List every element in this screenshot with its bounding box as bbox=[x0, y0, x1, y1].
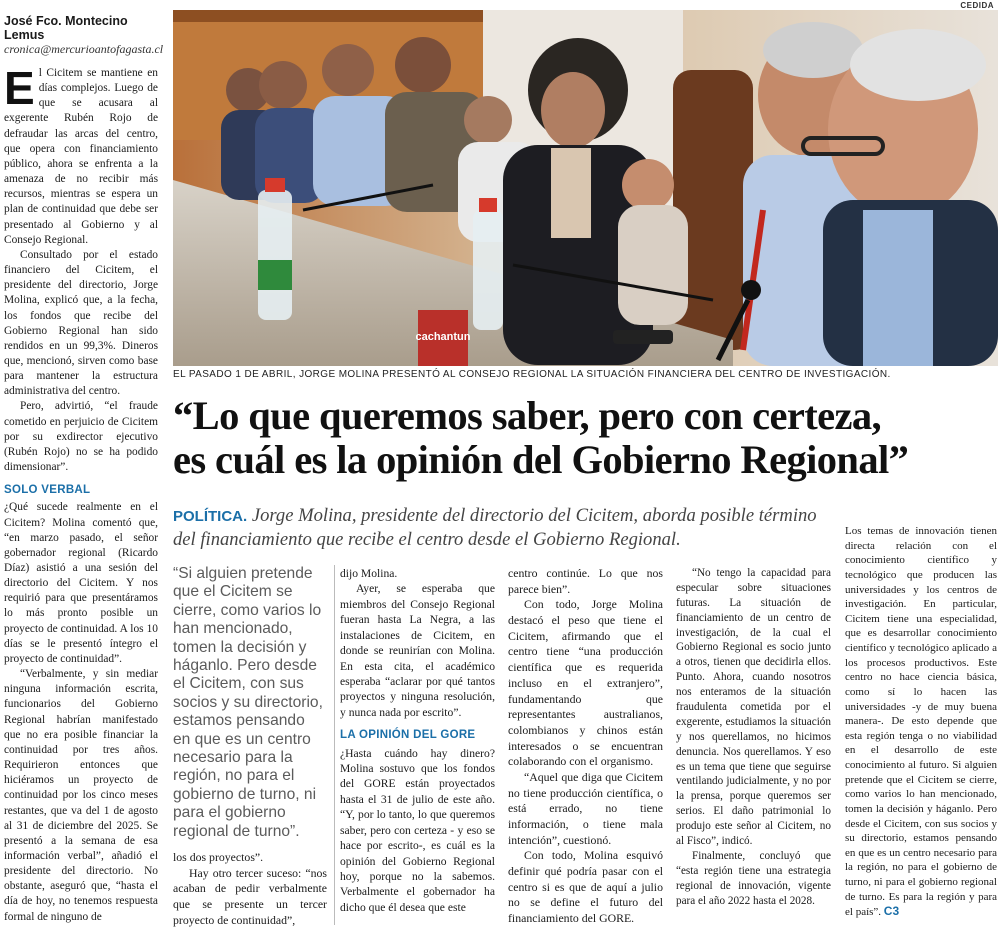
author-name: José Fco. Montecino Lemus bbox=[4, 14, 128, 42]
paragraph: centro continúe. Lo que nos parece bien”. bbox=[508, 566, 663, 596]
section-heading-solo-verbal: SOLO VERBAL bbox=[4, 484, 91, 497]
dropcap: E bbox=[4, 62, 35, 114]
author-email[interactable]: cronica@mercurioantofagasta.cl bbox=[4, 42, 164, 56]
council-meeting-photo bbox=[173, 10, 998, 366]
article-column-1 bbox=[4, 62, 158, 925]
article-column-5 bbox=[676, 566, 831, 908]
bottle-label: cachantun bbox=[415, 331, 471, 343]
headline-line-1: “Lo que queremos saber, pero con certeza, bbox=[173, 393, 882, 438]
article-column-3 bbox=[340, 566, 495, 915]
photo-caption: EL PASADO 1 DE ABRIL, JORGE MOLINA PRESENTÓ AL CONSEJO REGIONAL LA SITUACIÓN FINANCIERA DEL CENTRO DE INVESTIGACIÓN. bbox=[173, 369, 891, 380]
byline bbox=[4, 14, 164, 57]
paragraph: Hay otro tercer suceso: “nos acaban de pedir verbalmente que se presente un tercer proyecto de continuidad”, bbox=[173, 865, 327, 927]
paragraph: ¿Hasta cuándo hay dinero? Molina sostuvo que los fondos del GORE están proyectados hasta el 31 de julio de este año. “Y, por lo tanto, lo que queremos saber, pero con certeza - y eso se hace por escrito-, es cuál es la opinión del Gobierno Regional hoy, porque no la sabemos. Verbalmente el gobernador ha dicho que él desea que este bbox=[340, 746, 495, 914]
photo-credit: CEDIDA bbox=[960, 1, 994, 10]
article-column-4 bbox=[508, 566, 663, 927]
paragraph: ¿Qué sucede realmente en el Cicitem? Molina comentó que, “en marzo pasado, el señor gobernador regional (Ricardo Díaz) asistió a una sesión del directorio del Cicitem. Y nos requirió para que presentáramos lo más pronto posible un proyecto de continuidad. A los 10 días se le presentó íntegro el proyecto de continuidad”. bbox=[4, 501, 158, 665]
headline bbox=[173, 394, 999, 482]
pull-quote: “Si alguien pretende que el Cicitem se cierre, como varios lo han mencionado, tomen la decisión y háganlo. Pero desde el Cicitem, con sus socios y su directorio, estamos pensando en que es un centro necesario para la región, no para el gobierno de turno, ni para el gobierno regional de turno”. bbox=[173, 565, 323, 840]
paragraph: Consultado por el estado financiero del Cicitem, el presidente del directorio, Jorge Molina, explicó que, a la fecha, los fondos que recibe del Gobierno Regional han sido rendidos en un 99,3%. Dineros que, mencionó, sirven como base para mantener la estructura administrativa del centro. bbox=[4, 248, 158, 398]
paragraph: Con todo, Molina esquivó definir qué podría pasar con el centro si es que de aquí a julio no se define el futuro del financiamiento del GORE. bbox=[508, 848, 663, 926]
paragraph: Finalmente, concluyó que “esta región tiene una estrategia regional de innovación, vigente para el año 2022 hasta el 2028. bbox=[676, 849, 831, 907]
column-rule bbox=[334, 565, 335, 925]
paragraph: El Cicitem se mantiene en días complejos. Luego de que se acusara al exgerente Rubén Rojo de defraudar las arcas del centro, que opera con financiamiento público, ahora se enfrenta a la amenaza de no recibir más recursos, mientras se espera un plan de continuidad que debe ser presentado al Gobierno y al Consejo Regional. bbox=[4, 62, 158, 246]
headline-line-2: es cuál es la opinión del Gobierno Regional” bbox=[173, 437, 909, 482]
paragraph: dijo Molina. bbox=[340, 567, 398, 580]
paragraph: “Verbalmente, y sin mediar ninguna información escrita, funcionarios del Gobierno Regional habrían manifestado que no era posible financiar la continuidad por tres años. Requirieron entonces que hiciéramos un proyecto de continuidad por los cinco meses restantes, que va del 1 de agosto al 31 de diciembre del 2025. Se presentó a la semana de esa información verbal”, añadió el presidente del directorio. No obstante, aseguró que, “hasta el día de hoy, no tenemos respuesta formal de ninguno de bbox=[4, 668, 158, 923]
paragraph: Ayer, se esperaba que miembros del Consejo Regional fueran hasta La Negra, a las instalaciones de Cicitem, en donde se reunirían con Molina. En esta cita, el académico esperaba “aclarar por qué tantos proyectos y ninguna resolución, y nunca nada por escrito”. bbox=[340, 582, 495, 719]
section-heading-opinion-gore: LA OPINIÓN DEL GORE bbox=[340, 729, 476, 742]
paragraph: “Aquel que diga que Cicitem no tiene producción científica, o está errado, no tiene información, o tiene mala intención”, cuestionó. bbox=[508, 769, 663, 847]
deck-text: Jorge Molina, presidente del directorio del Cicitem, aborda posible término del financiamiento que recibe el centro desde el Gobierno Regional. bbox=[173, 505, 817, 550]
end-mark: C3 bbox=[883, 904, 900, 919]
deck bbox=[173, 504, 833, 551]
paragraph: “No tengo la capacidad para especular sobre situaciones futuras. La situación de financiamiento de un centro de investigación, de la cual el Gobierno Regional es socio junto a otros, tienen que decidirla ellos. Punto. Ahora, cuando nosotros nos enteramos de la situación fraudulenta cometida por el exgerente, estudiamos la situación y nos querellamos, no hicimos denuncia. Nos querellamos. Y eso es un tema que tiene que seguirse ventilando judicialmente, y no por la prensa, porque queremos ser serios. El daño patrimonial lo produjo este señor al Cicitem, no al Fisco”, indicó. bbox=[676, 567, 831, 848]
article-column-2 bbox=[173, 850, 327, 928]
paragraph: Los temas de innovación tienen directa relación con el conocimiento científico y tecnológico que producen las universidades y los centros de investigación. En particular, Cicitem tiene una especialidad, que es desarrollar conocimiento científico y tecnológico aplicado a los procesos productivos. Este centro no hace ciencia básica, como sí lo hacen las universidades -y de muy buena manera-. De esto depende que esta región tenga o no viabilidad en el desarrollo de este conocimiento al futuro. Si alguien pretende que el Cicitem se cierre, como varios lo han mencionado, tomen la decisión y háganlo. Pero desde el Cicitem, con sus socios y su directorio, estamos pensando en que es un centro necesario para la región, no para el gobierno de turno, ni para el gobierno regional de turno. Es para la región y para el país”. C3 bbox=[845, 525, 997, 919]
paragraph: Con todo, Jorge Molina destacó el peso que tiene el Cicitem, afirmando que el centro tiene “una producción científica que es requerida incluso en el extranjero”, fundamentando que representantes australianos, colombianos y chinos están interesados o se encuentran colaborando con el organismo. bbox=[508, 597, 663, 769]
deck-kicker: POLÍTICA. bbox=[173, 508, 248, 525]
paragraph: Pero, advirtió, “el fraude cometido en perjuicio de Cicitem por su exdirector ejecutivo (Rubén Rojo) no se ha podido dimensionar”. bbox=[4, 400, 158, 474]
article-column-6 bbox=[845, 524, 997, 920]
paragraph: los dos proyectos”. bbox=[173, 850, 264, 864]
news-photo bbox=[173, 10, 998, 366]
